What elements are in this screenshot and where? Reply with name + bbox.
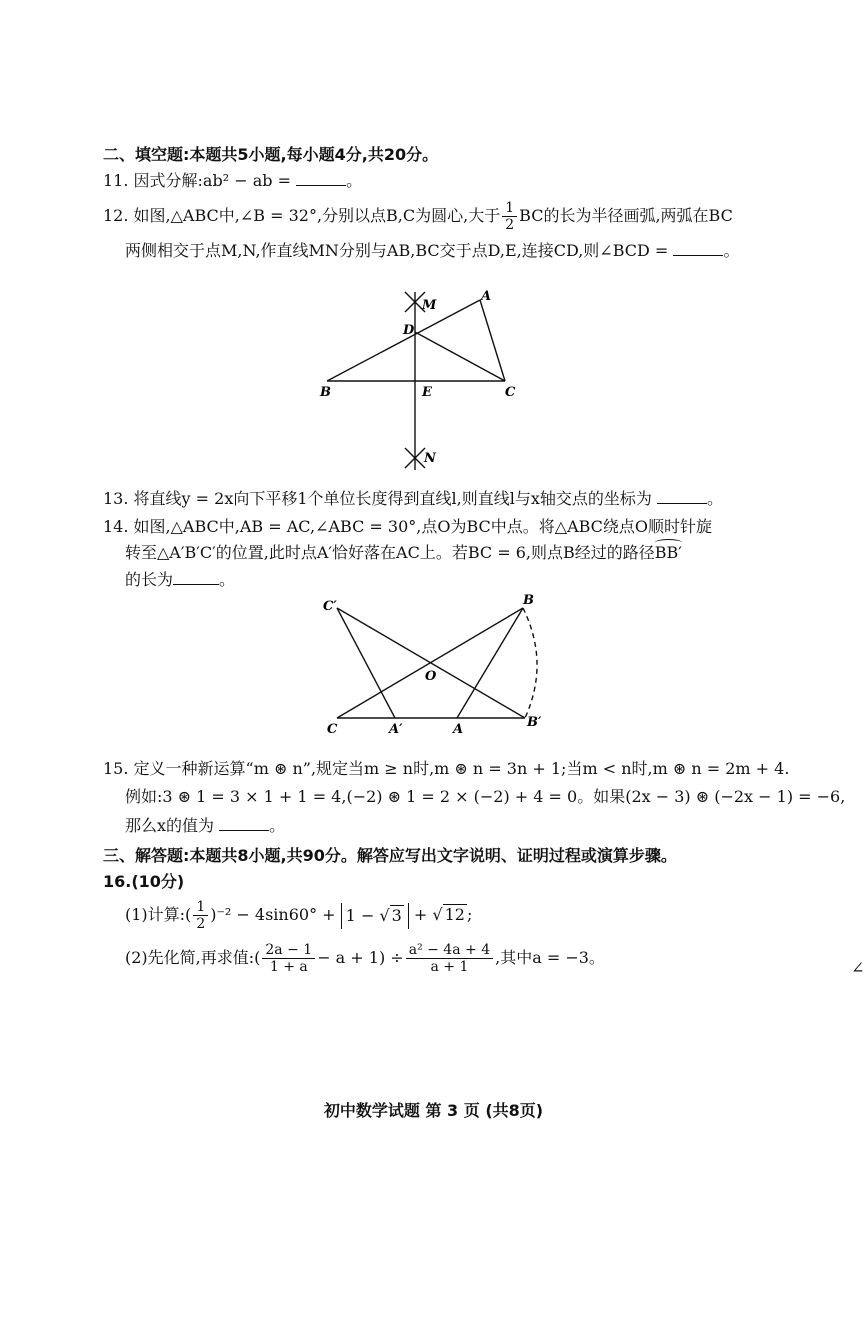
- label-C-prime: C′: [323, 599, 337, 614]
- label-B: B: [523, 593, 534, 608]
- q14-arc-notation: [655, 542, 682, 564]
- q16-p2-text-c: ,其中a = −3。: [495, 948, 605, 967]
- q16-p1-absolute-value: 1 − √ 3: [341, 903, 409, 929]
- q16-p1-end: ;: [466, 905, 473, 924]
- q16-p2-frac1-num: 2a − 1: [262, 942, 315, 959]
- q14-end: 。: [219, 570, 236, 589]
- q12-answer-blank[interactable]: [673, 241, 723, 256]
- label-C: C: [327, 722, 338, 737]
- segment-BA: [457, 608, 523, 718]
- arc-BB-prime: [523, 608, 537, 718]
- q16-p2-frac2-den: a + 1: [430, 959, 469, 975]
- q16-p2-fraction2: [406, 942, 493, 975]
- q15-end: 。: [269, 816, 286, 835]
- q16-p2-frac2-num: a² − 4a + 4: [406, 942, 493, 959]
- q11-answer-blank[interactable]: [296, 171, 346, 186]
- label-O: O: [425, 669, 437, 684]
- q13-text: 13. 将直线y = 2x向下平移1个单位长度得到直线l,则直线l与x轴交点的坐标为: [103, 489, 652, 508]
- q16-heading: 16.(10分): [103, 872, 185, 891]
- q12-frac-num: 1: [502, 200, 517, 217]
- q14-text-a: 转至△A′B′C′的位置,此时点A′恰好落在AC上。若BC = 6,则点B经过的路径: [125, 543, 655, 562]
- q13-end: 。: [706, 489, 723, 508]
- question-14-line1: 14. 如图,△ABC中,AB = AC,∠ABC = 30°,点O为BC中点。将△ABC绕点O顺时针旋: [103, 517, 713, 536]
- figure-triangle-perpendicular-bisector: [300, 280, 550, 480]
- label-A: A: [453, 722, 464, 737]
- question-13: [103, 488, 723, 510]
- q15-text-line3: 那么x的值为: [125, 816, 215, 835]
- q14-arc-label: BB′: [654, 543, 682, 562]
- figure-rotated-triangles: [315, 590, 555, 740]
- question-12-line2: [125, 240, 739, 262]
- label-M: M: [422, 298, 437, 313]
- q12-text-line2: 两侧相交于点M,N,作直线MN分别与AB,BC交于点D,E,连接CD,则∠BCD =: [125, 241, 669, 260]
- q12-text-b: BC的长为半径画弧,两弧在BC: [519, 206, 733, 225]
- q12-text-a: 12. 如图,△ABC中,∠B = 32°,分别以点B,C为圆心,大于: [103, 206, 501, 225]
- segment-BA: [327, 300, 480, 381]
- q13-answer-blank[interactable]: [657, 489, 707, 504]
- q16-p2-text-b: − a + 1) ÷: [317, 948, 404, 967]
- label-A-prime: A′: [389, 722, 403, 737]
- q15-answer-blank[interactable]: [219, 816, 269, 831]
- q16-p1-text-a: (1)计算:(: [125, 905, 192, 924]
- q14-answer-blank[interactable]: [173, 570, 219, 585]
- page-footer: 初中数学试题 第 3 页 (共8页): [323, 1101, 544, 1120]
- q16-p1-frac-num: 1: [193, 899, 208, 916]
- q16-p1-frac-den: 2: [196, 916, 206, 932]
- q11-text: 11. 因式分解:ab² − ab =: [103, 171, 291, 190]
- arc-overline: [655, 539, 682, 546]
- question-14-line3: [125, 569, 235, 591]
- label-D: D: [403, 323, 415, 338]
- q16-part2: [125, 940, 605, 976]
- label-N: N: [424, 451, 436, 466]
- q11-end: 。: [346, 171, 363, 190]
- q12-end: 。: [723, 241, 740, 260]
- q16-p1-abs-text: 1 −: [345, 905, 375, 925]
- edge-glyph: ∠: [851, 958, 865, 977]
- label-C: C: [505, 385, 516, 400]
- question-15-line3: [125, 815, 285, 837]
- q16-p2-fraction1: [262, 942, 315, 975]
- q16-part1: [125, 898, 472, 932]
- label-B-prime: B′: [527, 715, 542, 730]
- label-B: B: [320, 385, 331, 400]
- label-E: E: [422, 385, 432, 400]
- question-15-line2: 例如:3 ⊛ 1 = 3 × 1 + 1 = 4,(−2) ⊛ 1 = 2 × (−2) + 4 = 0。如果(2x − 3) ⊛ (−2x − 1) = −6,: [125, 787, 846, 806]
- q16-p2-text-a: (2)先化简,再求值:(: [125, 948, 261, 967]
- q16-p1-text-c: + √: [413, 905, 443, 924]
- q16-p1-sqrt12: 12: [444, 905, 465, 924]
- label-A: A: [481, 289, 492, 304]
- question-14-line2: [125, 542, 682, 564]
- question-11: [103, 170, 362, 192]
- q16-p1-fraction: [193, 899, 208, 932]
- q12-fraction: [502, 200, 517, 233]
- q16-p1-sqrt3: 3: [391, 905, 402, 925]
- q14-text-line3: 的长为: [125, 570, 174, 589]
- section3-heading: 三、解答题:本题共8小题,共90分。解答应写出文字说明、证明过程或演算步骤。: [103, 846, 677, 865]
- question-12-line1: [103, 200, 733, 233]
- q12-frac-den: 2: [505, 217, 515, 233]
- q16-p2-frac1-den: 1 + a: [269, 959, 308, 975]
- q16-p1-text-b: )⁻² − 4sin60° +: [210, 905, 336, 924]
- section2-heading: 二、填空题:本题共5小题,每小题4分,共20分。: [103, 145, 439, 164]
- question-15-line1: 15. 定义一种新运算“m ⊛ n”,规定当m ≥ n时,m ⊛ n = 3n + 1;当m < n时,m ⊛ n = 2m + 4.: [103, 759, 790, 778]
